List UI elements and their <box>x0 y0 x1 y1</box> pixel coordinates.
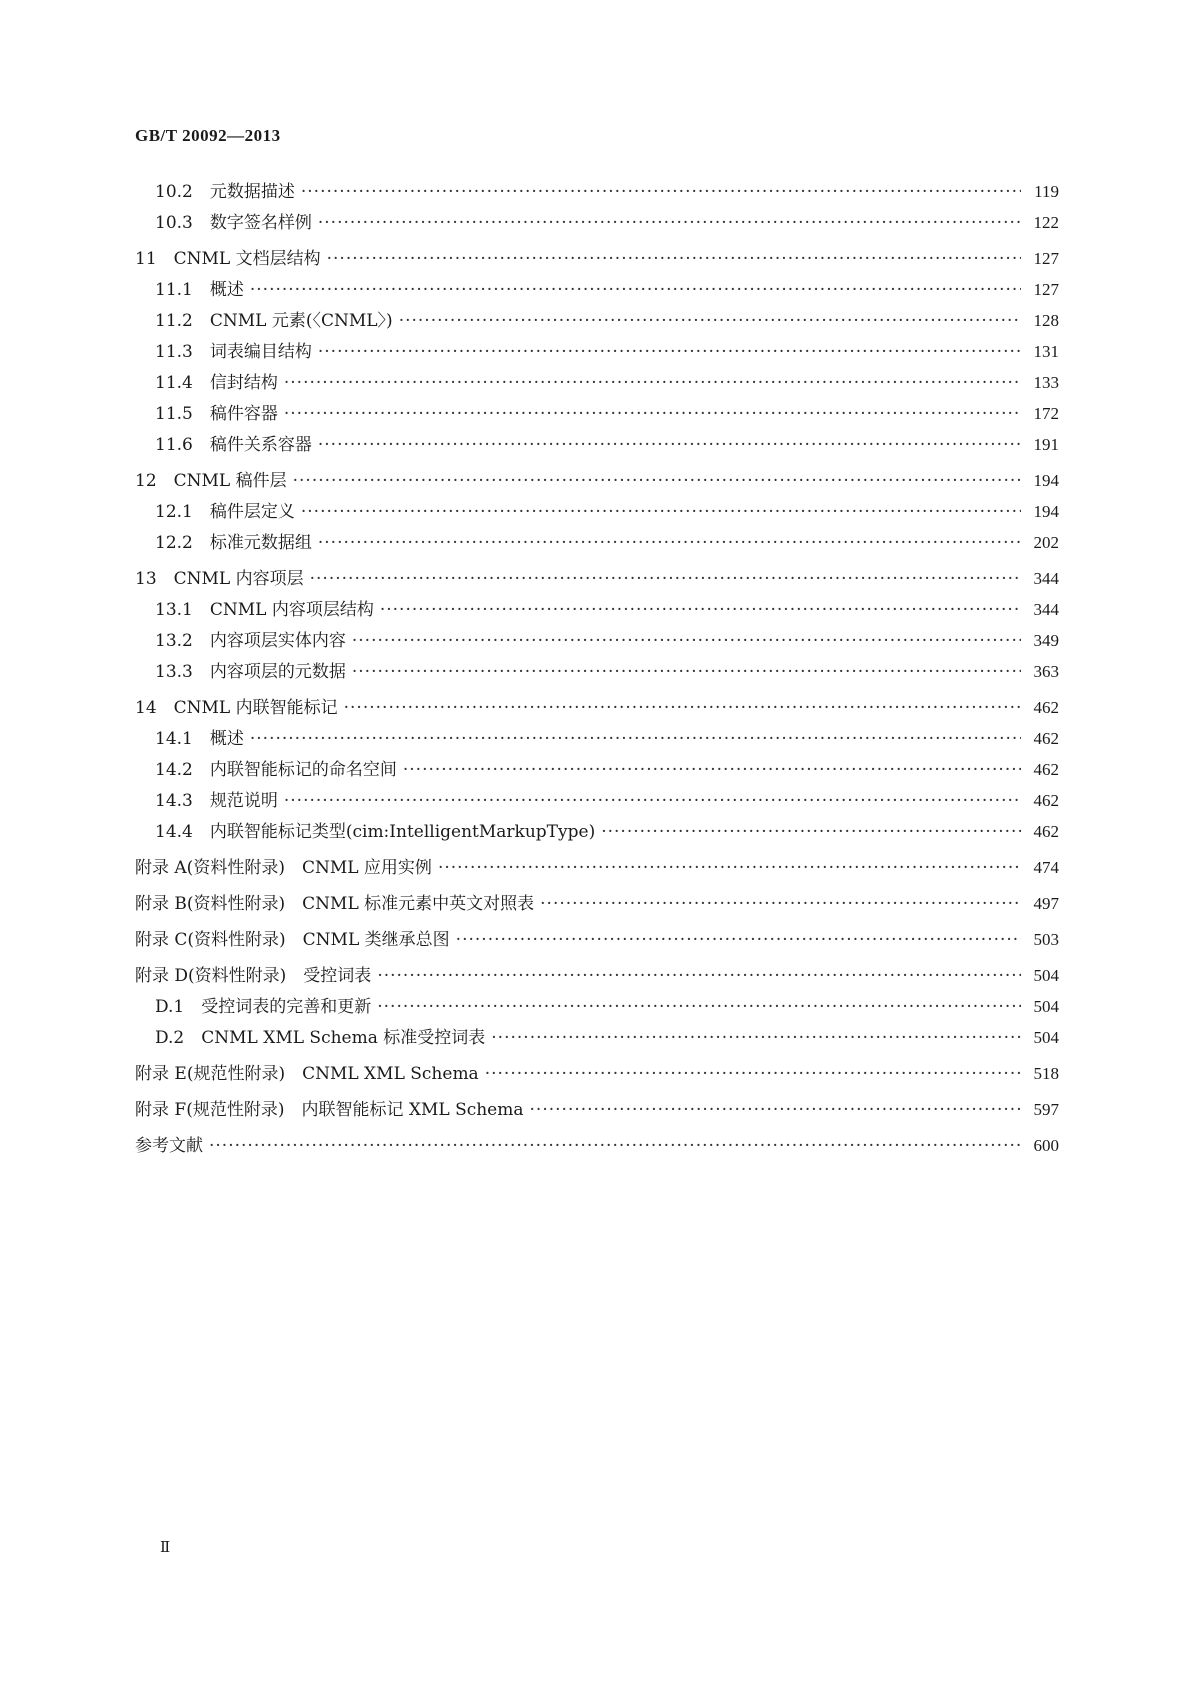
toc-entry[interactable] <box>135 852 1059 883</box>
toc-entry-label: 11 CNML 文档层结构 <box>135 249 321 269</box>
toc-entry-label: 14.2 内联智能标记的命名空间 <box>155 760 397 780</box>
toc-entry-page: 172 <box>1033 404 1059 423</box>
toc-entry-label: 13 CNML 内容项层 <box>135 569 304 589</box>
toc-leader-dots <box>456 925 1021 956</box>
toc-entry-page: 504 <box>1033 966 1059 985</box>
toc-entry-label: 10.2 元数据描述 <box>155 182 295 202</box>
toc-leader-dots <box>491 1023 1021 1054</box>
toc-leader-dots <box>250 275 1021 306</box>
toc-entry-label: 10.3 数字签名样例 <box>155 213 312 233</box>
toc-entry[interactable] <box>135 991 1059 1022</box>
toc-leader-dots <box>601 817 1021 848</box>
toc-entry-page: 194 <box>1033 502 1059 521</box>
toc-entry-page: 128 <box>1033 311 1059 330</box>
toc-entry-page: 474 <box>1033 858 1059 877</box>
toc-entry[interactable] <box>135 692 1059 723</box>
toc-entry-page: 462 <box>1033 760 1059 779</box>
toc-entry-label: 13.1 CNML 内容项层结构 <box>155 600 374 620</box>
toc-leader-dots <box>284 368 1021 399</box>
toc-entry[interactable] <box>135 594 1059 625</box>
toc-entry[interactable] <box>135 496 1059 527</box>
toc-entry-page: 127 <box>1033 249 1059 268</box>
toc-leader-dots <box>530 1095 1021 1126</box>
toc-leader-dots <box>377 992 1021 1023</box>
toc-leader-dots <box>301 497 1021 528</box>
toc-leader-dots <box>318 208 1021 239</box>
toc-entry-label: 11.3 词表编目结构 <box>155 342 312 362</box>
toc-entry-label: 14.3 规范说明 <box>155 791 278 811</box>
toc-entry[interactable] <box>135 563 1059 594</box>
toc-entry-page: 363 <box>1033 662 1059 681</box>
toc-leader-dots <box>293 466 1021 497</box>
toc-entry[interactable] <box>135 816 1059 847</box>
toc-leader-dots <box>284 399 1021 430</box>
toc-entry[interactable] <box>135 527 1059 558</box>
toc-entry-label: 12.1 稿件层定义 <box>155 502 295 522</box>
toc-leader-dots <box>344 693 1021 724</box>
toc-leader-dots <box>327 244 1021 275</box>
toc-leader-dots <box>380 595 1021 626</box>
toc-entry-page: 462 <box>1033 822 1059 841</box>
toc-leader-dots <box>301 177 1021 208</box>
toc-entry[interactable] <box>135 274 1059 305</box>
toc-entry-page: 600 <box>1033 1136 1059 1155</box>
toc-entry-page: 133 <box>1033 373 1059 392</box>
toc-entry[interactable] <box>135 367 1059 398</box>
toc-leader-dots <box>318 528 1021 559</box>
toc-entry-page: 119 <box>1034 182 1059 201</box>
toc-leader-dots <box>438 853 1021 884</box>
toc-entry-page: 344 <box>1033 569 1059 588</box>
toc-entry[interactable] <box>135 243 1059 274</box>
toc-entry-label: 附录 B(资料性附录) CNML 标准元素中英文对照表 <box>135 894 535 914</box>
toc-leader-dots <box>377 961 1021 992</box>
toc-entry-label: 14.4 内联智能标记类型(cim:IntelligentMarkupType) <box>155 822 596 842</box>
toc-entry-label: D.1 受控词表的完善和更新 <box>155 997 372 1017</box>
toc-entry-page: 518 <box>1033 1064 1059 1083</box>
page-number: Ⅱ <box>160 1540 171 1556</box>
toc-entry[interactable] <box>135 429 1059 460</box>
toc-entry[interactable] <box>135 960 1059 991</box>
toc-entry[interactable] <box>135 888 1059 919</box>
toc-entry[interactable] <box>135 1094 1059 1125</box>
toc-entry-page: 504 <box>1033 1028 1059 1047</box>
toc-entry[interactable] <box>135 207 1059 238</box>
toc-entry-label: 附录 F(规范性附录) 内联智能标记 XML Schema <box>135 1100 524 1120</box>
toc-entry-page: 202 <box>1033 533 1059 552</box>
toc-leader-dots <box>209 1131 1021 1162</box>
toc-entry-page: 597 <box>1033 1100 1059 1119</box>
toc-entry-label: 附录 C(资料性附录) CNML 类继承总图 <box>135 930 450 950</box>
toc-entry[interactable] <box>135 785 1059 816</box>
toc-entry-page: 462 <box>1033 791 1059 810</box>
toc-entry-label: 14.1 概述 <box>155 729 244 749</box>
toc-entry-label: 14 CNML 内联智能标记 <box>135 698 338 718</box>
toc-leader-dots <box>284 786 1021 817</box>
toc-entry-label: 11.1 概述 <box>155 280 244 300</box>
toc-entry-page: 504 <box>1033 997 1059 1016</box>
toc-leader-dots <box>485 1059 1021 1090</box>
toc-entry-label: 13.2 内容项层实体内容 <box>155 631 346 651</box>
toc-entry-label: 11.4 信封结构 <box>155 373 278 393</box>
toc-entry[interactable] <box>135 625 1059 656</box>
toc-leader-dots <box>250 724 1021 755</box>
toc-leader-dots <box>403 755 1021 786</box>
toc-entry-label: 13.3 内容项层的元数据 <box>155 662 346 682</box>
toc-entry-label: 11.2 CNML 元素(〈CNML〉) <box>155 311 393 331</box>
toc-leader-dots <box>318 337 1021 368</box>
toc-entry-label: 附录 D(资料性附录) 受控词表 <box>135 966 372 986</box>
toc-leader-dots <box>318 430 1021 461</box>
toc-leader-dots <box>540 889 1021 920</box>
toc-entry-label: 参考文献 <box>135 1136 203 1156</box>
toc-entry-page: 131 <box>1033 342 1059 361</box>
toc-entry-label: 附录 A(资料性附录) CNML 应用实例 <box>135 858 432 878</box>
toc-entry-page: 503 <box>1033 930 1059 949</box>
toc-leader-dots <box>399 306 1021 337</box>
toc-entry-page: 191 <box>1033 435 1059 454</box>
toc-entry[interactable] <box>135 465 1059 496</box>
toc-entry[interactable] <box>135 1130 1059 1161</box>
toc-entry[interactable] <box>135 656 1059 687</box>
toc-entry[interactable] <box>135 398 1059 429</box>
toc-entry-label: 11.5 稿件容器 <box>155 404 278 424</box>
toc-entry-label: D.2 CNML XML Schema 标准受控词表 <box>155 1028 486 1048</box>
toc-entry[interactable] <box>135 1058 1059 1089</box>
toc-entry-page: 122 <box>1033 213 1059 232</box>
toc-entry[interactable] <box>135 723 1059 754</box>
toc-entry-page: 462 <box>1033 698 1059 717</box>
toc-leader-dots <box>310 564 1021 595</box>
toc-entry-page: 497 <box>1033 894 1059 913</box>
toc-entry[interactable] <box>135 336 1059 367</box>
toc-entry-page: 462 <box>1033 729 1059 748</box>
toc-entry-page: 349 <box>1033 631 1059 650</box>
toc-entry-label: 12.2 标准元数据组 <box>155 533 312 553</box>
toc-entry-label: 12 CNML 稿件层 <box>135 471 287 491</box>
standard-code-header: GB/T 20092—2013 <box>135 126 281 145</box>
toc-entry-page: 127 <box>1033 280 1059 299</box>
toc-entry-label: 11.6 稿件关系容器 <box>155 435 312 455</box>
toc-entry-label: 附录 E(规范性附录) CNML XML Schema <box>135 1064 479 1084</box>
toc-entry[interactable] <box>135 1022 1059 1053</box>
toc-entry[interactable] <box>135 924 1059 955</box>
toc-entry-page: 194 <box>1033 471 1059 490</box>
toc-leader-dots <box>352 626 1021 657</box>
toc-entry-page: 344 <box>1033 600 1059 619</box>
toc-entry[interactable] <box>135 176 1059 207</box>
toc-entry[interactable] <box>135 305 1059 336</box>
table-of-contents <box>135 176 1059 1161</box>
toc-entry[interactable] <box>135 754 1059 785</box>
toc-leader-dots <box>352 657 1021 688</box>
